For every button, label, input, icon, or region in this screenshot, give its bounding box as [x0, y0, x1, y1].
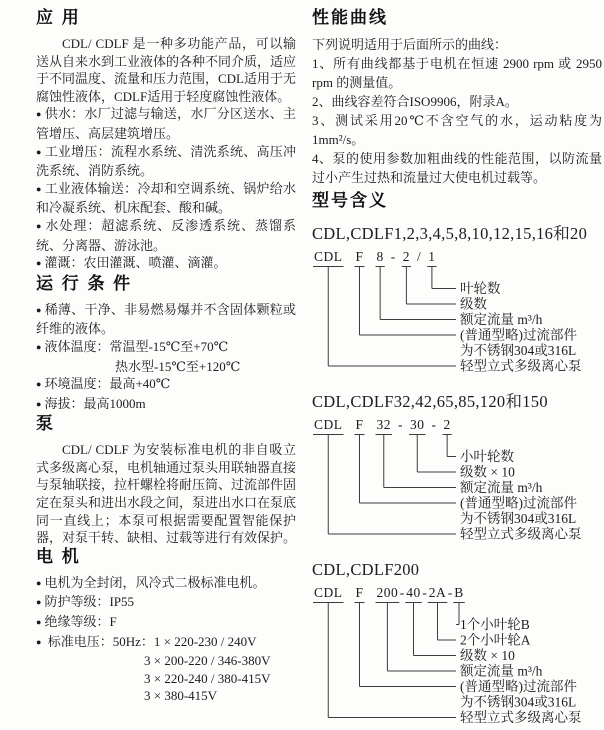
voltage-value: 3 × 380-415V: [144, 688, 218, 704]
svg-text:(普通型略)过流部件: (普通型略)过流部件: [460, 495, 577, 511]
curves-intro: 下列说明适用于后面所示的曲线：: [312, 37, 508, 52]
svg-text:-: -: [431, 417, 437, 432]
svg-text:CDL: CDL: [314, 585, 343, 600]
operating-bullet: ● 稀薄、干净、非易燃易爆并不含固体颗粒或纤维的液体。: [36, 301, 296, 338]
operating-bullet: ● 海拔：最高1000m: [36, 395, 296, 415]
section-motor: [36, 547, 296, 705]
svg-text:2个小叶轮A: 2个小叶轮A: [460, 632, 531, 648]
svg-text:小叶轮数: 小叶轮数: [460, 449, 514, 464]
application-bullet: ● 供水：水厂过滤与输送，水厂分区送水、主管增压、高层建筑增压。: [36, 105, 296, 142]
svg-text:-: -: [399, 585, 405, 600]
section-model-meaning: [312, 191, 602, 730]
svg-text:/: /: [417, 249, 422, 264]
application-title: 应 用: [36, 8, 81, 27]
svg-text:为不锈钢304或316L: 为不锈钢304或316L: [460, 511, 577, 526]
svg-text:级数 × 10: 级数 × 10: [460, 464, 515, 480]
voltage-value: 3 × 200-220 / 346-380V: [144, 653, 271, 669]
svg-text:(普通型略)过流部件: (普通型略)过流部件: [460, 327, 577, 343]
svg-text:8: 8: [376, 249, 384, 264]
svg-text:1个小叶轮B: 1个小叶轮B: [460, 617, 530, 632]
operating-bullet-liquid-temp: ● 液体温度：常温型-15℃至+70℃: [36, 338, 296, 358]
motor-bullet: ● 防护等级：IP55: [36, 593, 296, 613]
svg-text:2A: 2A: [428, 585, 447, 600]
svg-text:F: F: [355, 417, 364, 432]
svg-text:轻型立式多级离心泵: 轻型立式多级离心泵: [460, 526, 582, 542]
model-code-diagram-2: [312, 417, 602, 547]
voltage-value: 3 × 220-240 / 380-415V: [144, 670, 271, 686]
right-column: [312, 8, 602, 730]
svg-text:叶轮数: 叶轮数: [460, 281, 501, 296]
model-family-heading: CDL,CDLF32,42,65,85,120和150: [312, 392, 548, 411]
svg-text:(普通型略)过流部件: (普通型略)过流部件: [460, 679, 577, 694]
application-intro: CDL/ CDLF 是一种多功能产品，可以输送从自来水到工业液体的各种不同介质，适应于不同温度、流量和压力范围，CDL适用于无腐蚀性液体，CDLF适用于轻度腐蚀性液体。: [36, 36, 297, 104]
svg-text:级数 × 10: 级数 × 10: [460, 648, 515, 663]
svg-text:2: 2: [402, 249, 411, 264]
model-family-heading: CDL,CDLF1,2,3,4,5,8,10,12,15,16和20: [312, 224, 588, 243]
application-bullet: ● 灌溉：农田灌溉、喷灌、滴灌。: [36, 254, 296, 274]
liquid-temp-second-line: 热水型-15℃至+120℃: [115, 358, 241, 374]
svg-text:30: 30: [410, 417, 425, 432]
model-code-diagram-1: [312, 249, 602, 379]
svg-text:为不锈钢304或316L: 为不锈钢304或316L: [460, 343, 577, 358]
svg-text:级数: 级数: [460, 296, 487, 312]
svg-text:32: 32: [376, 417, 392, 432]
section-operating-conditions: [36, 274, 296, 415]
svg-text:为不锈钢304或316L: 为不锈钢304或316L: [460, 694, 577, 710]
application-bullet: ● 水处理：超滤系统、反渗透系统、蒸馏系统、分离器、游泳池。: [36, 217, 296, 254]
application-bullet: ● 工业增压：流程水系统、清洗系统、高压冲洗系统、消防系统。: [36, 143, 296, 180]
voltage-label: 标准电压：50Hz：: [47, 633, 154, 649]
svg-text:额定流量 m³/h: 额定流量 m³/h: [460, 312, 543, 327]
model-meaning-title: 型号含义: [312, 191, 388, 210]
svg-text:轻型立式多级离心泵: 轻型立式多级离心泵: [460, 358, 582, 374]
left-column: [36, 8, 296, 705]
section-performance-curves: [312, 8, 602, 187]
svg-text:B: B: [454, 585, 464, 600]
svg-text:额定流量 m³/h: 额定流量 m³/h: [460, 480, 543, 495]
svg-text:-: -: [398, 417, 404, 432]
motor-bullet: ● 电机为全封闭，风冷式二极标准电机。: [36, 574, 296, 594]
motor-title: 电 机: [36, 546, 81, 566]
svg-text:-: -: [422, 585, 428, 600]
svg-text:40: 40: [406, 585, 421, 600]
operating-bullet: ● 环境温度：最高+40℃: [36, 375, 296, 395]
pump-title: 泵: [36, 414, 55, 434]
application-bullet: ● 工业液体输送：冷却和空调系统、锅炉给水和冷凝系统、机床配套、酸和碱。: [36, 180, 296, 217]
model-code-diagram-3: [312, 585, 602, 730]
svg-text:CDL: CDL: [314, 249, 343, 264]
motor-bullet: ● 绝缘等级：F: [36, 613, 296, 633]
svg-text:轻型立式多级离心泵: 轻型立式多级离心泵: [460, 710, 582, 725]
svg-text:-: -: [447, 585, 453, 600]
svg-text:额定流量 m³/h: 额定流量 m³/h: [460, 663, 543, 679]
svg-text:200: 200: [376, 585, 399, 600]
svg-text:1: 1: [428, 249, 436, 264]
performance-curves-title: 性能曲线: [312, 8, 388, 27]
section-pump: [36, 414, 296, 547]
operating-conditions-title: 运 行 条 件: [36, 273, 133, 293]
svg-text:F: F: [355, 249, 364, 264]
curves-note: 3、测试采用20℃不含空气的水，运动粘度为1mm²/s。: [312, 113, 602, 147]
voltage-value: 1 × 220-230 / 240V: [153, 633, 257, 649]
section-application: [36, 8, 296, 274]
curves-note: 1、所有曲线都基于电机在恒速 2900 rpm 或 2950 rpm 的测量值。: [312, 56, 602, 90]
curves-note: 2、曲线容差符合ISO9906，附录A。: [312, 94, 518, 109]
svg-text:-: -: [390, 249, 396, 264]
curves-note: 4、泵的使用参数加粗曲线的性能范围，以防流量过小产生过热和流量过大使电机过载等。: [312, 151, 602, 185]
motor-voltage-line: [36, 633, 296, 653]
svg-text:F: F: [355, 585, 364, 600]
pump-description: CDL/ CDLF 为安装标准电机的非自吸立式多级离心泵，电机轴通过泵头用联轴器直接与泵轴联接，拉杆螺栓将耐压筒、过流部件固定在泵头和进出水段之间，泵进出水口在泵底同一直线上；本泵可根据需要配置智能保护器，对泵干转、缺相、过载等进行有效保护。: [36, 442, 297, 546]
svg-text:2: 2: [443, 417, 451, 432]
svg-text:CDL: CDL: [314, 417, 343, 432]
model-family-heading: CDL,CDLF200: [312, 560, 420, 579]
